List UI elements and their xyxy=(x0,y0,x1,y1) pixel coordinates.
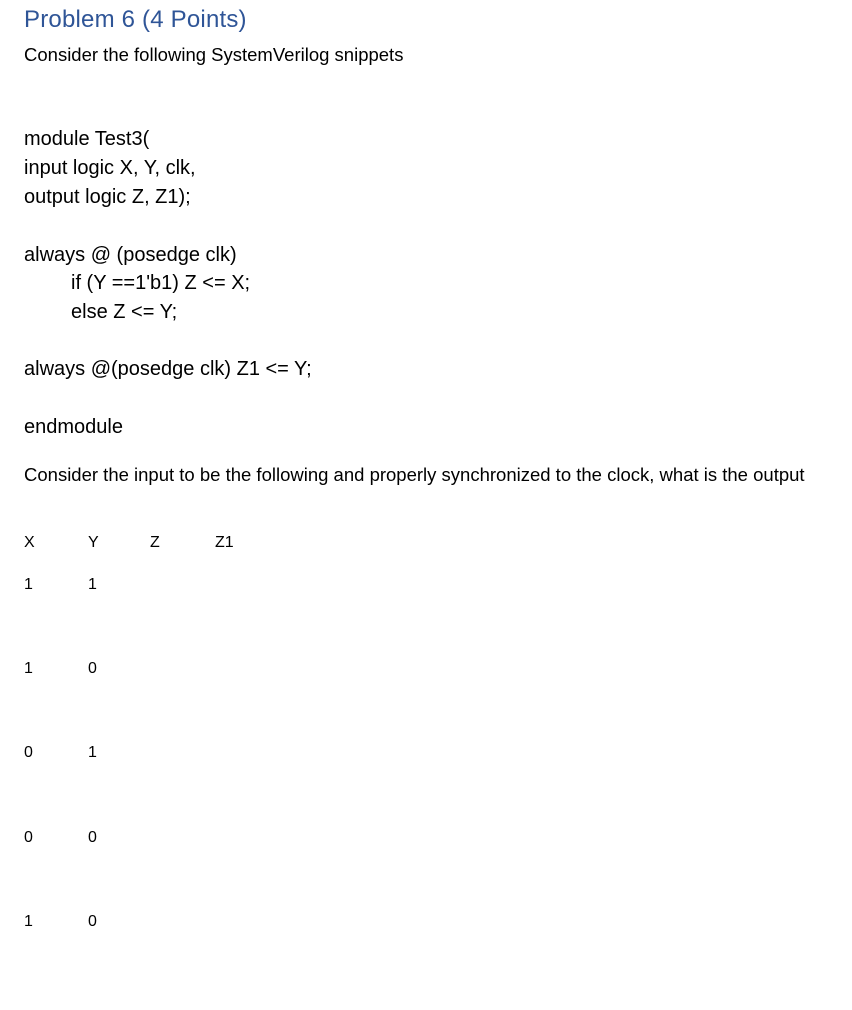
table-cell-y: 1 xyxy=(88,744,97,761)
code-line: output logic Z, Z1); xyxy=(24,186,191,208)
table-cell-x: 0 xyxy=(24,744,33,761)
table-cell-y: 0 xyxy=(88,913,97,930)
table-cell-y: 1 xyxy=(88,576,97,593)
problem-title: Problem 6 (4 Points) xyxy=(24,6,247,33)
table-header-y: Y xyxy=(88,534,99,551)
table-header-z1: Z1 xyxy=(215,534,234,551)
code-line: always @(posedge clk) Z1 <= Y; xyxy=(24,358,312,380)
code-line: endmodule xyxy=(24,416,123,438)
table-header-z: Z xyxy=(150,534,160,551)
code-line: else Z <= Y; xyxy=(71,301,178,323)
table-cell-x: 1 xyxy=(24,913,33,930)
table-cell-x: 0 xyxy=(24,829,33,846)
table-cell-y: 0 xyxy=(88,829,97,846)
code-line: input logic X, Y, clk, xyxy=(24,157,196,179)
code-line: always @ (posedge clk) xyxy=(24,244,237,266)
code-line: module Test3( xyxy=(24,128,150,150)
question-text: Consider the input to be the following and properly synchronized to the clock, what is the output xyxy=(24,464,805,485)
code-line: if (Y ==1'b1) Z <= X; xyxy=(71,272,251,294)
problem-intro: Consider the following SystemVerilog snippets xyxy=(24,44,404,65)
table-cell-x: 1 xyxy=(24,660,33,677)
table-header-x: X xyxy=(24,534,35,551)
table-cell-y: 0 xyxy=(88,660,97,677)
table-cell-x: 1 xyxy=(24,576,33,593)
